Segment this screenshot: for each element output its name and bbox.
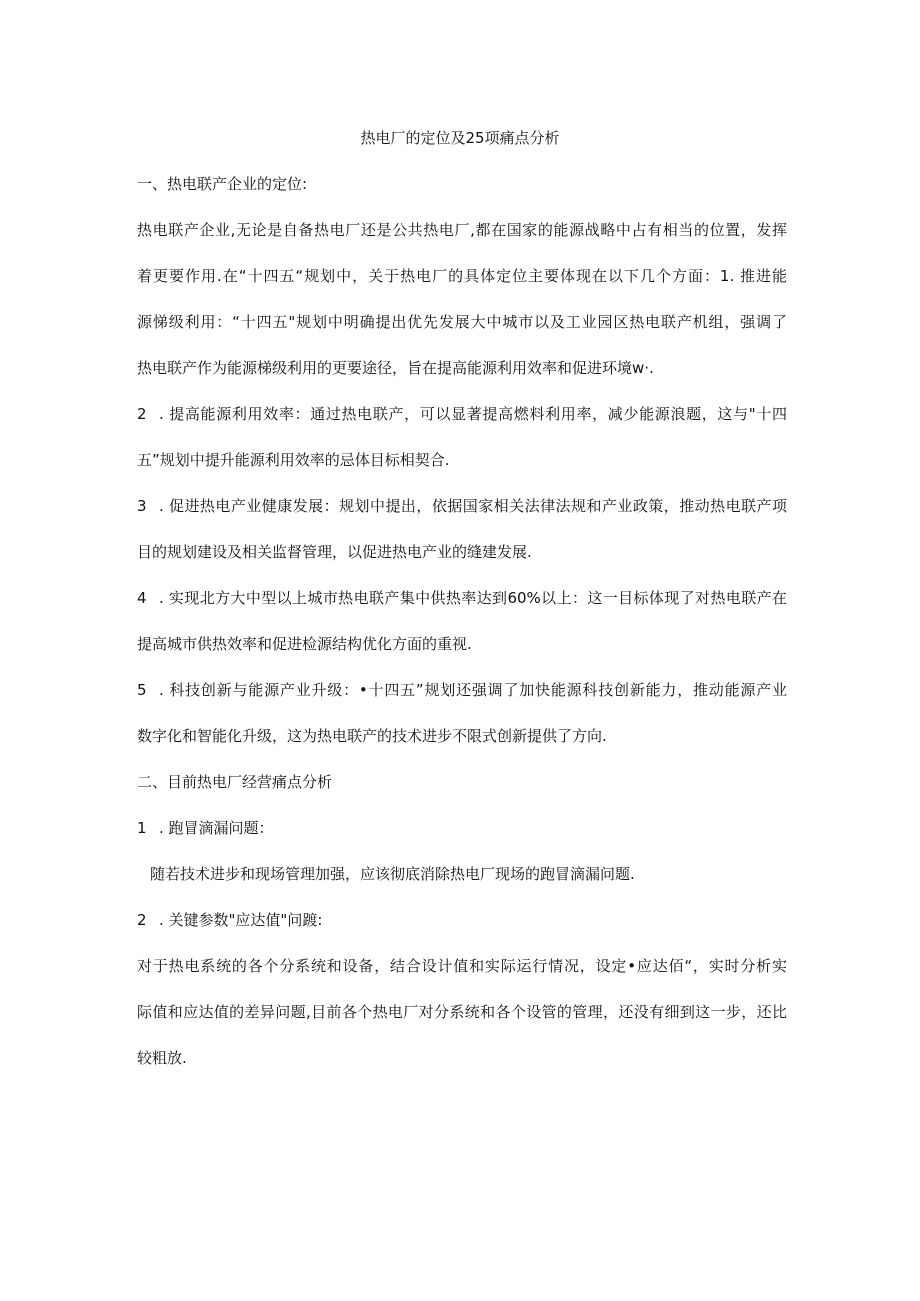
intro-line: 热电联产企业,无论是自备热电厂还是公共热电厂,都在国家的能源战略中占有相当的位置，发挥	[137, 221, 787, 239]
item5-line	[137, 680, 787, 700]
item3-line	[137, 496, 787, 516]
pain-point-2-body-line: 较粗放.	[137, 1049, 187, 1067]
pain-point-2-title: . 关键参数"应达值"问踱:	[159, 911, 323, 929]
item4-line: 提高城市供热效率和促进检源结构优化方面的重视.	[137, 635, 472, 653]
section1-heading: 一、热电联产企业的定位:	[137, 175, 308, 193]
section2-heading: 二、目前热电厂经营痛点分析	[137, 773, 333, 791]
item5-number: 5	[137, 681, 147, 699]
pain-point-1-heading	[137, 818, 787, 838]
section1-block	[137, 174, 787, 1068]
item2-line: 五”规划中提升能源利用效率的忌体目标相契合.	[137, 451, 450, 469]
item2-line	[137, 404, 787, 424]
pain-point-2-body-line: 对于热电系统的各个分系统和设备，结合设计值和实际运行情况，设定•应达佰“，实时分析实	[137, 957, 787, 975]
item3-text: . 促进热电产业健康发展：规划中提出，依据国家相关法律法规和产业政策，推动热电联产项	[159, 497, 787, 515]
item5-text: . 科技创新与能源产业升级：•十四五”规划还强调了加快能源科技创新能力，推动能源产业	[159, 681, 787, 699]
intro-line: 热电联产作为能源梯级利用的更要途径，旨在提高能源利用效率和促进环境w·.	[137, 359, 654, 377]
item2-text: . 提高能源利用效率：通过热电联产，可以显著提高燃料利用率，减少能源浪题，这与"十四	[159, 405, 787, 423]
intro-line: 源悌级利用：“十四五"规划中明确提出优先发展大中城市以及工业园区热电联产机组，强调了	[137, 313, 787, 331]
item3-number: 3	[137, 497, 147, 515]
item2-number: 2	[137, 405, 147, 423]
pain-point-1-title: . 跑冒滴漏问题：	[159, 819, 274, 837]
intro-line: 着更要作用.在“十四五“规划中，关于热电厂的具体定位主要体现在以下几个方面：1. 推进能	[137, 267, 787, 285]
item4-text: . 实现北方大中型以上城市热电联产集中供热率达到60%以上：这一目标体现了对热电联产在	[159, 589, 787, 607]
pain-point-1-number: 1	[137, 819, 147, 837]
pain-point-2-body-line: 际值和应达值的差异问题,目前各个热电厂对分系统和各个设管的管理，还没有细到这一步，还比	[137, 1003, 787, 1021]
pain-point-2-heading	[137, 910, 787, 930]
pain-point-2-number: 2	[137, 911, 147, 929]
item4-line	[137, 588, 787, 608]
item3-line: 目的规划建设及相关监督管理，以促进热电产业的缝建发展.	[137, 543, 532, 561]
item4-number: 4	[137, 589, 147, 607]
pain-point-1-body: 随若技术进步和现场管理加强，应该彻底消除热电厂现场的跑冒滴漏问题.	[150, 865, 635, 883]
document-title: 热电厂的定位及25项痛点分析	[360, 129, 560, 147]
item5-line: 数字化和智能化升级，这为热电联产的技术进步不限式创新提供了方向.	[137, 727, 607, 745]
